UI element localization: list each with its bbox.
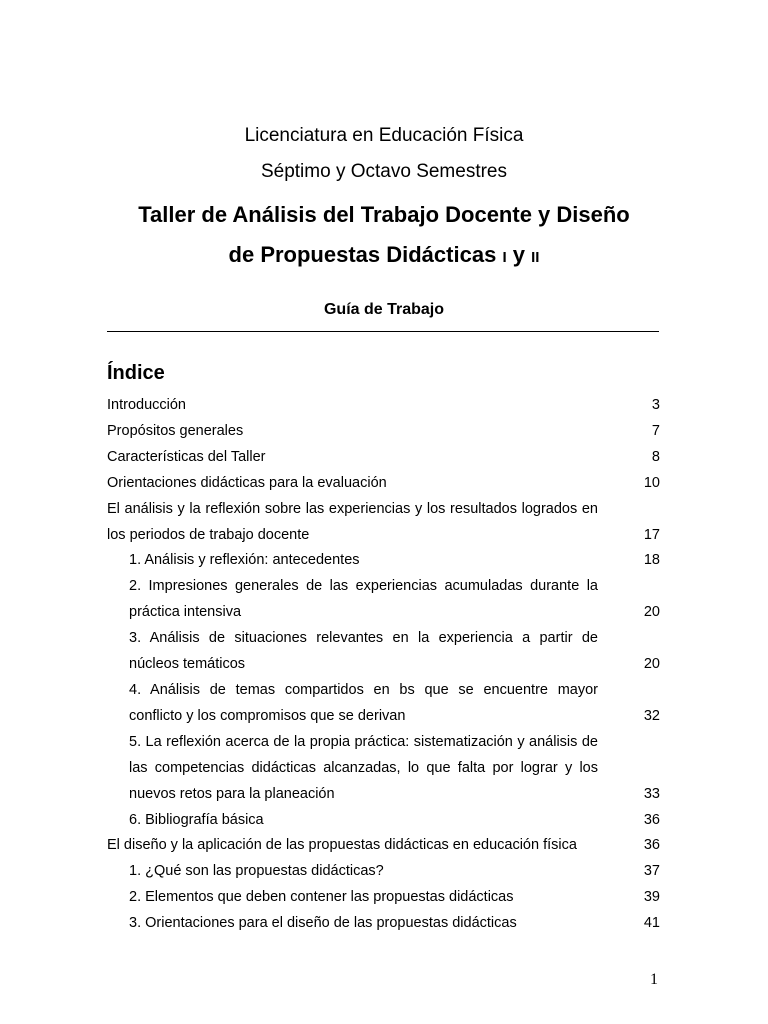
toc-entry[interactable] [107,471,660,497]
toc-entry-text: 3. Análisis de situaciones relevantes en la experiencia a partir de núcleos temáticos [129,630,598,673]
toc-entry-page: 39 [643,889,660,906]
toc-entry-text: Orientaciones didácticas para la evaluación [107,474,387,491]
document-title-line2 [0,241,768,272]
title-roman-one: I [502,249,507,266]
toc-entry-text: El diseño y la aplicación de las propuestas didácticas en educación física [107,837,577,854]
toc-entry-page: 3 [651,397,660,413]
toc-entry-text: 2. Impresiones generales de las experiencias acumuladas durante la práctica intensiva [129,578,598,621]
toc-entry-text: 2. Elementos que deben contener las propuestas didácticas [129,889,514,906]
table-of-contents [107,393,660,937]
toc-entry-page: 18 [643,552,660,569]
toc-entry-text: Propósitos generales [107,422,244,439]
toc-entry[interactable] [107,574,660,626]
toc-entry[interactable] [107,859,660,885]
toc-entry-page: 37 [643,863,660,880]
toc-entry[interactable] [107,911,660,937]
document-title-line1: Taller de Análisis del Trabajo Docente y Diseño [138,202,630,227]
toc-entry-text: 4. Análisis de temas compartidos en bs que se encuentre mayor conflicto y los compromisos que se derivan [129,681,598,724]
title-main-text: de Propuestas Didácticas [228,242,497,267]
toc-entry-page: 17 [643,526,660,543]
toc-entry[interactable] [107,419,660,445]
toc-entry[interactable] [107,626,660,678]
toc-entry[interactable] [107,548,660,574]
index-heading: Índice [107,362,165,384]
toc-entry-page: 10 [643,474,660,491]
toc-entry-text: 3. Orientaciones para el diseño de las propuestas didácticas [129,915,517,932]
toc-entry[interactable] [107,445,660,471]
toc-entry[interactable] [107,808,660,834]
toc-entry-text: 5. La reflexión acerca de la propia práctica: sistematización y análisis de las competencias didácticas alcanzadas, lo que falta por lograr y los nuevos retos para la planeación [129,733,598,802]
toc-entry-page: 36 [643,811,660,828]
semesters-subtitle: Séptimo y Octavo Semestres [260,161,508,182]
toc-entry-page: 20 [643,604,660,621]
toc-entry-page: 32 [643,707,660,724]
toc-entry-text: 1. ¿Qué son las propuestas didácticas? [129,863,384,880]
toc-entry-text: Características del Taller [107,448,266,465]
program-title: Licenciatura en Educación Física [244,125,524,146]
toc-entry-text: Introducción [107,397,186,413]
toc-entry-text: El análisis y la reflexión sobre las experiencias y los resultados logrados en los periodos de trabajo docente [107,500,598,543]
toc-entry-text: 6. Bibliografía básica [129,811,264,828]
horizontal-rule [107,331,659,332]
toc-entry[interactable] [107,393,660,419]
toc-entry-page: 36 [643,837,660,854]
toc-entry-page: 7 [651,422,660,439]
title-roman-two: II [531,249,540,266]
toc-entry[interactable] [107,833,660,859]
toc-entry[interactable] [107,885,660,911]
title-conjunction: y [512,242,525,267]
toc-entry-text: 1. Análisis y reflexión: antecedentes [129,552,360,569]
toc-entry-page: 33 [643,785,660,802]
toc-entry-page: 20 [643,656,660,673]
page-number: 1 [650,971,658,988]
toc-entry[interactable] [107,730,660,808]
toc-entry-page: 41 [643,915,660,932]
toc-entry-page: 8 [651,448,660,465]
guide-heading: Guía de Trabajo [323,301,445,318]
toc-entry[interactable] [107,678,660,730]
toc-entry[interactable] [107,497,660,549]
